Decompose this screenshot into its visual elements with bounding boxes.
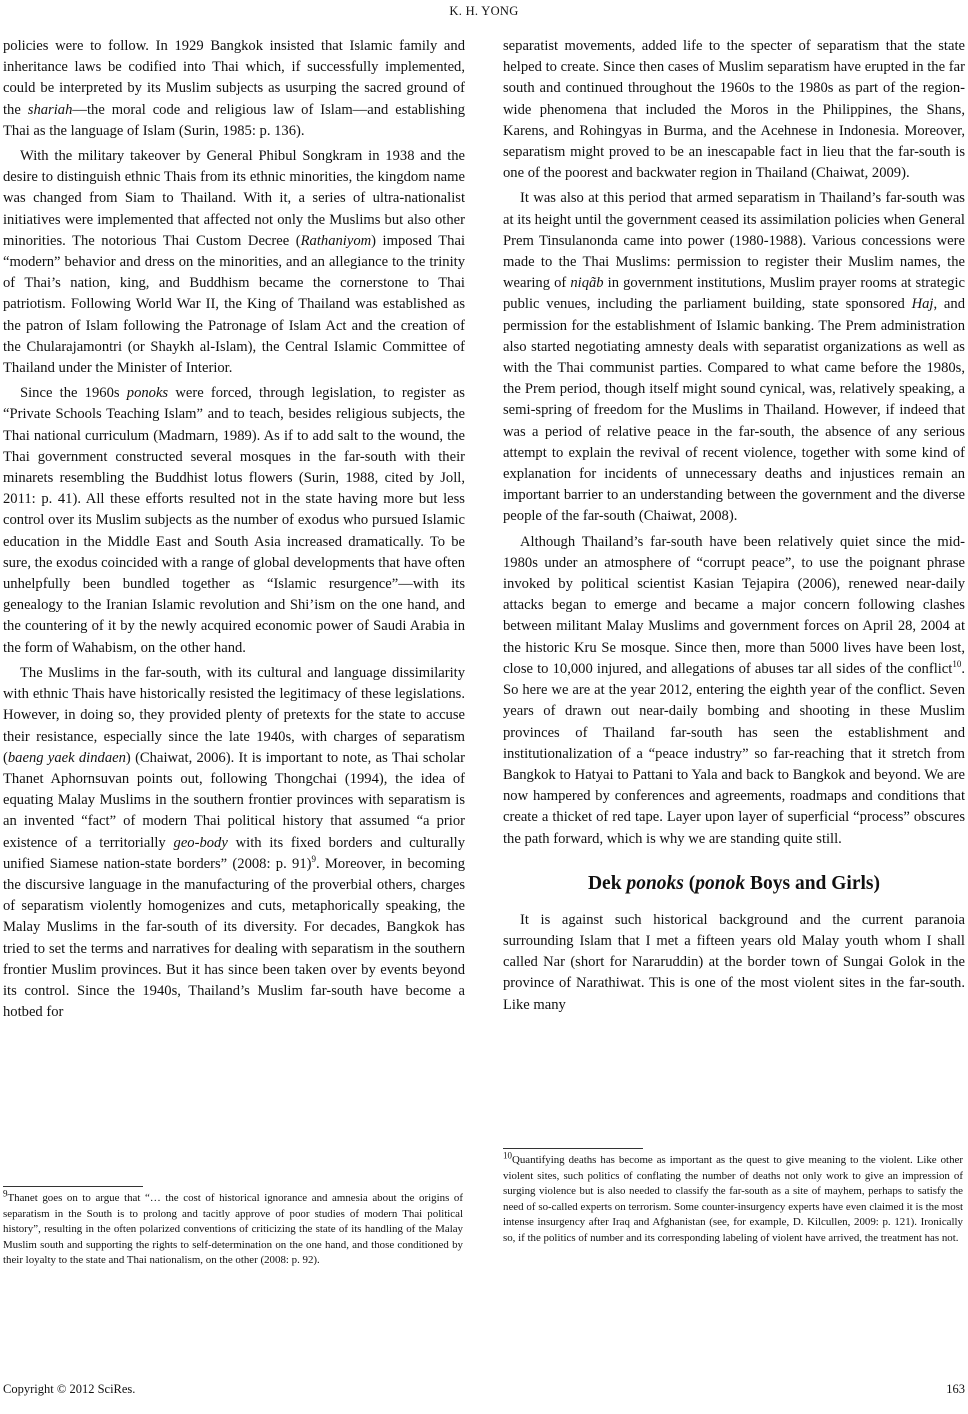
copyright-notice: Copyright © 2012 SciRes. xyxy=(3,1382,136,1396)
footnote-9: $^9$Thanet goes on to argue that “… the cost of historical ignorance and amnesia about the origins of separatism in the South is to prolong and tacitly approve of poor studies of modern Thai political history”, resulting in the often polarized conventions of criticizing the state of its handling of the Malay Muslim south and supporting the rights to self-determination on the one hand, and those conditioned by their loyalty to the state and Thai nationalism, on the other (2008: p. 92). xyxy=(3,1188,463,1267)
paragraph: Although Thailand’s far-south have been relatively quiet since the mid-1980s under an atmosphere of “corrupt peace”, to use the poignant phrase invoked by political scientist Kasian Tejapira (2006), renewed near-daily attacks began to emerge and became a major concern following clashes between militant Malay Muslims and government forces on April 28, 2004 at the historic Kru Se mosque. Since then, more than 5000 lives have been lost, close to 10,000 injured, and allegations of abuses tar all sides of the conflict$^{10}$. So here we are at the year 2012, entering the eighth year of the conflict. Seven years of drawn out near-daily bombing and shooting in these Muslim provinces of Thailand far-south has seen the establishment and institutionalization of a “peace industry” so far-reaching that it stretch from Bangkok to Hatyai to Pattani to Yala and back to Bangkok and beyond. We are now hampered by conferences and agreements, roadmaps and conditions that create a thicket of red tape. Layer upon layer of superficial “process” obscures the path forward, which is why we are standing quite still. xyxy=(503,533,965,847)
page-number: 163 xyxy=(946,1382,965,1396)
footnote-rule xyxy=(503,1148,643,1149)
section-heading: Dek ponoks (ponok Boys and Girls) xyxy=(587,872,881,894)
paragraph: policies were to follow. In 1929 Bangkok insisted that Islamic family and inheritance laws be codified into Thai which, if successfully implemented, could be interpreted by its Muslim subjects as usurping the sacred ground of the shariah—the moral code and religious law of Islam—and establishing Thai as the language of Islam (Surin, 1985: p. 136). xyxy=(3,38,465,139)
paragraph: separatist movements, added life to the specter of separatism that the state helped to create. Since then cases of Muslim separatism have erupted in the far south and continued throughout the 1960s to the 1980s as part of the region-wide phenomena that included the Moros in the Philippines, the Shans, Karens, and Rohingyas in Burma, and the Acehnese in Indonesia. Moreover, separatism might proved to be an inescapable fact in lieu that the far-south is one of the poorest and backwater region in Thailand (Chaiwat, 2009). xyxy=(503,38,965,182)
footnote-10: $^{10}$Quantifying deaths has become as important as the quest to give meaning to the violent. Like other violent sites, such politics of conflating the number of deaths not only work to give an impression of surging violence but is also needed to classify the far-south as a site of mayhem, perhaps to satisfy the need of so-called experts on terrorism. Some counter-insurgency experts have even claimed it is the most intense insurgency after Iraq and Afghanistan (see, for example, D. Kilcullen, 2009: p. 121). Ironically so, if the politics of number and its corresponding labeling of violent have arrived, the treatment has not. xyxy=(503,1150,963,1244)
left-column xyxy=(3,36,465,1027)
paragraph: It is against such historical background and the current paranoia surrounding Islam that I met a fifteen years old Malay youth whom I shall called Nar (short for Nararuddin) at the border town of Sungai Golok in the province of Narathiwat. This is one of the most violent sites in the far-south. Like many xyxy=(503,911,965,1013)
paragraph: The Muslims in the far-south, with its cultural and language dissimilarity with ethnic Thais have historically resisted the legitimacy of these legislations. However, in doing so, they provided plenty of pretexts for the state to accuse their resistance, especially since the late 1940s, with charges of separatism (baeng yaek dindaen) (Chaiwat, 2006). It is important to note, as Thai scholar Thanet Aphornsuvan points out, following Thongchai (1994), the idea of equating Malay Muslims in the southern frontier provinces with separatism is an invented “fact” of modern Thai political history that assumed “a prior existence of a territorially geo-body with its fixed borders and culturally unified Siamese nation-state borders” (2008: p. 91)$^9$. Moreover, in becoming the discursive language in the manufacturing of the proverbial others, charges of separatism violently homogenizes and cuts, metaphorically speaking, the Malay Muslims in the far-south of its diversity. For decades, Bangkok has tried to set the terms and narratives for dealing with separatism in the southern frontier Muslim provinces. But it has since been taken over by events beyond its control. Since the 1940s, Thailand’s Muslim far-south have become a hotbed for xyxy=(3,664,465,1021)
running-header: K. H. YONG xyxy=(449,4,519,18)
paragraph: Since the 1960s ponoks were forced, through legislation, to register as “Private Schools Teaching Islam” and to teach, besides religious subjects, the Thai national curriculum (Madmarn, 1989). As if to add salt to the wound, the Thai government constructed several mosques in the far-south with their minarets resembling the Buddhist lotus flowers (Surin, 1988, cited by Joll, 2011: p. 41). All these efforts resulted not in the state having more but less control over its Muslim subjects as the number of exodus who pursued Islamic education in the Middle East and South Asia increased dramatically. To be sure, the exodus coincided with a range of global developments that have often unhelpfully been bundled together as “Islamic resurgence”—with its genealogy to the Iranian Islamic revolution and Shi’ism on the one hand, and the countering of it by the newly acquired economic power of Saudi Arabia in the form of Wahabism, on the other hand. xyxy=(3,385,465,656)
right-column xyxy=(503,36,965,1020)
paragraph: With the military takeover by General Phibul Songkram in 1938 and the desire to distinguish ethnic Thais from its ethnic minorities, the kingdom name was changed from Siam to Thailand. With it, a series of ultra-nationalist initiatives were implemented that affected not only the Muslims but also other minorities. The notorious Thai Custom Decree (Rathaniyom) imposed Thai “modern” behavior and dress on the minorities, and an allegiance to the trinity of Thai’s nation, king, and Buddhism became the cornerstone to Thai patriotism. Following World War II, the King of Thailand was established as the patron of Islam following the Patronage of Islam Act and the creation of the Chularajamontri (or Shaykh al-Islam), the Central Islamic Committee of Thailand under the Minister of Interior. xyxy=(3,148,466,377)
footnote-rule xyxy=(3,1186,143,1187)
paragraph: It was also at this period that armed separatism in Thailand’s far-south was at its height until the government ceased its assimilation policies when General Prem Tinsulanonda came into power (1980-1988). Various concessions were made to the Thai Muslims: permission to register their Muslim names, the wearing of niqãb in government institutions, Muslim prayer rooms at strategic public venues, including the parliament building, state sponsored Haj, and permission for the establishment of Islamic banking. The Prem administration also started negotiating amnesty deals with separatist organizations as well as with the Thai communist parties. Compared to what came before the 1980s, the Prem period, though itself might sound cynical, was, relatively speaking, a semi-spring of freedom for the Muslims in Thailand. However, if indeed that was a period of relative peace in the far-south, the absence of any serious attempt to explain the revival of recent violence, together with some kind of explanation for incidents of unnecessary deaths and injustices remain an important barrier to an understanding between the government and the diverse people of the far-south (Chaiwat, 2008). xyxy=(503,190,965,525)
